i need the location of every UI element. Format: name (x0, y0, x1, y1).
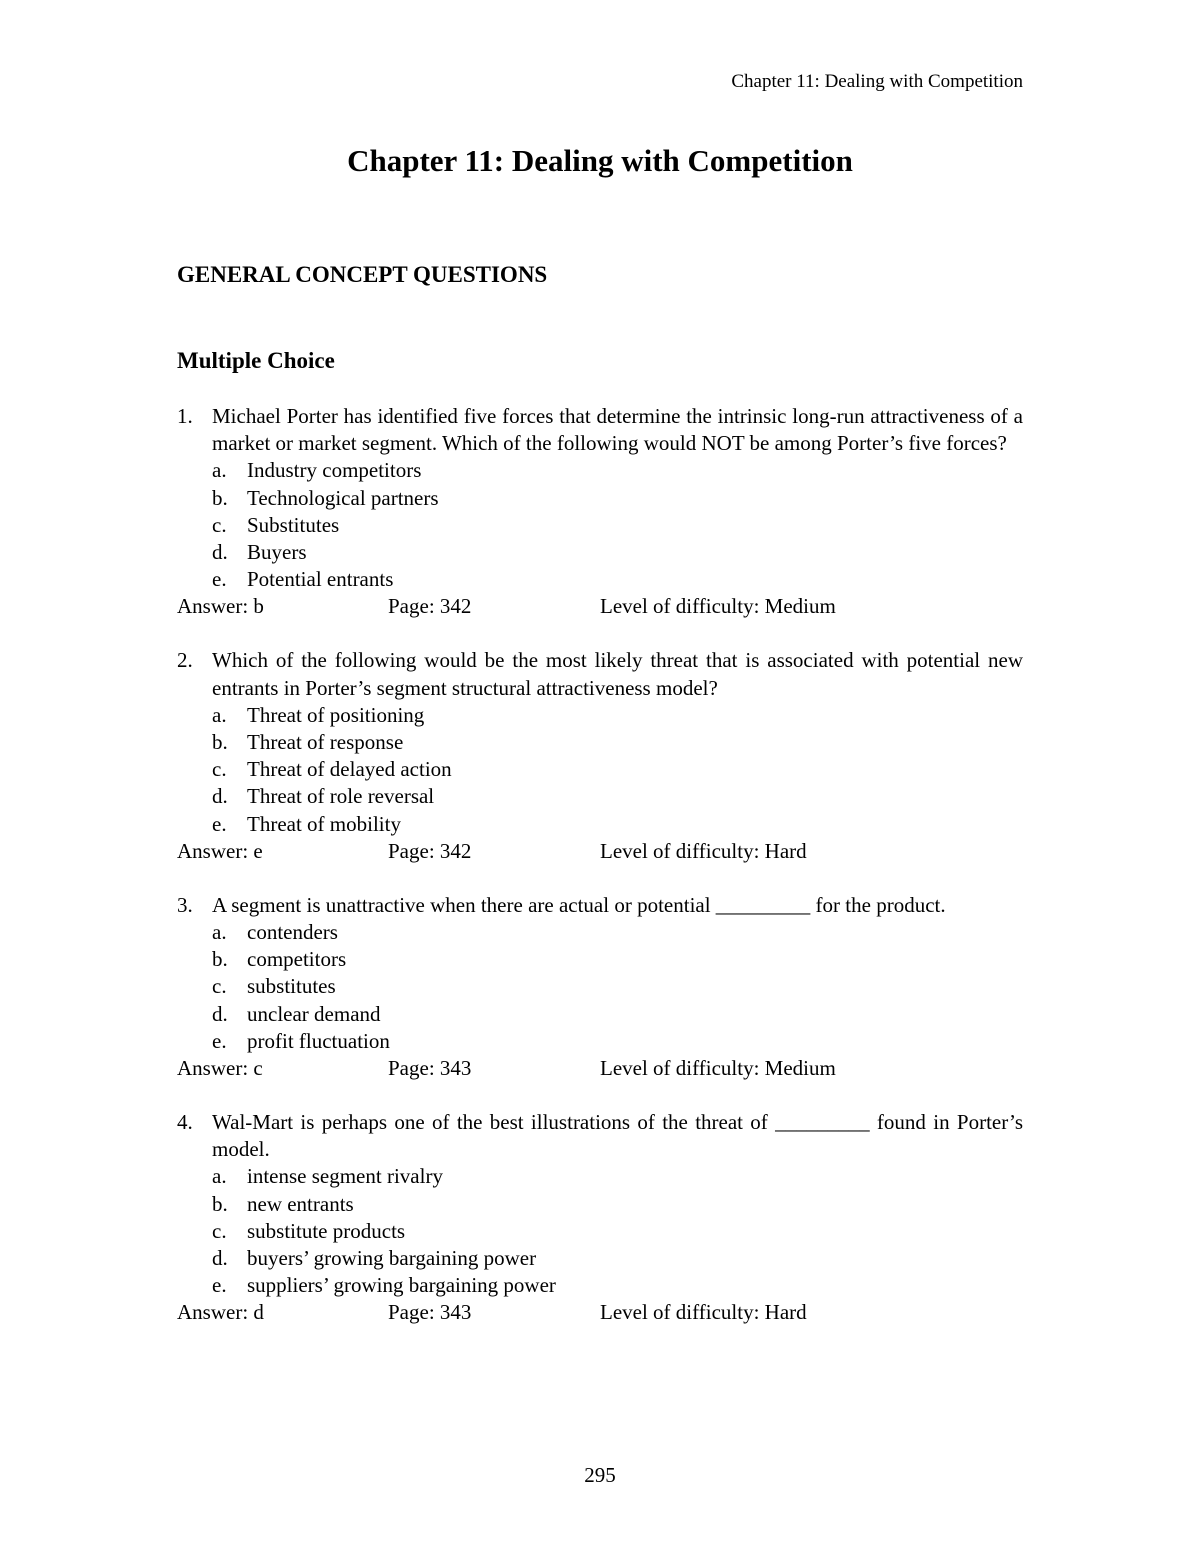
option-letter: c. (212, 1218, 227, 1243)
option-text: new entrants (247, 1191, 354, 1216)
difficulty-level: Level of difficulty: Hard (600, 838, 807, 863)
question-1 (177, 403, 1023, 621)
option-b (177, 946, 1023, 973)
option-c (177, 973, 1023, 1000)
option-d (177, 1245, 1023, 1272)
option-text: Substitutes (247, 512, 340, 537)
option-text: unclear demand (247, 1001, 381, 1026)
option-letter: d. (212, 540, 228, 565)
subsection-heading: Multiple Choice (177, 348, 335, 373)
option-b (177, 485, 1023, 512)
question-number: 1. (177, 404, 193, 428)
chapter-title: Chapter 11: Dealing with Competition (347, 143, 853, 178)
page-reference: Page: 343 (388, 1300, 472, 1325)
option-text: Potential entrants (247, 567, 394, 592)
option-letter: e. (212, 1273, 227, 1298)
question-text: A segment is unattractive when there are actual or potential _________ for the product. (212, 892, 946, 917)
option-list (177, 919, 1023, 1055)
option-letter: e. (212, 811, 227, 836)
difficulty-level: Level of difficulty: Hard (600, 1300, 807, 1325)
option-letter: a. (212, 702, 227, 727)
option-letter: d. (212, 1001, 228, 1026)
option-a (177, 919, 1023, 946)
option-a (177, 1163, 1023, 1190)
answer-row (177, 593, 1023, 620)
option-d (177, 539, 1023, 566)
answer-row (177, 1299, 1023, 1326)
option-letter: a. (212, 1164, 227, 1189)
page-reference: Page: 343 (388, 1056, 472, 1081)
option-text: Buyers (247, 540, 307, 565)
option-text: intense segment rivalry (247, 1164, 443, 1189)
option-c (177, 1218, 1023, 1245)
answer-row (177, 838, 1023, 865)
question-number: 3. (177, 892, 193, 917)
option-text: Threat of mobility (247, 811, 401, 836)
option-text: Technological partners (247, 485, 439, 510)
option-d (177, 783, 1023, 810)
option-e (177, 566, 1023, 593)
option-letter: c. (212, 974, 227, 999)
difficulty-level: Level of difficulty: Medium (600, 1056, 836, 1081)
option-letter: b. (212, 1191, 228, 1216)
option-text: substitute products (247, 1218, 406, 1243)
option-text: Threat of response (247, 730, 404, 755)
option-letter: c. (212, 512, 227, 537)
page-number: 295 (584, 1463, 616, 1487)
option-c (177, 512, 1023, 539)
option-list (177, 702, 1023, 838)
option-a (177, 702, 1023, 729)
question-list (177, 403, 1023, 1353)
option-b (177, 729, 1023, 756)
option-b (177, 1191, 1023, 1218)
option-letter: e. (212, 1028, 227, 1053)
question-text: Michael Porter has identified five forces that determine the intrinsic long-run attractiveness of a market or market segment. Which of the following would NOT be among Porter’s five forces? (212, 404, 1023, 456)
option-letter: c. (212, 757, 227, 782)
option-c (177, 756, 1023, 783)
answer-row (177, 1055, 1023, 1082)
option-letter: b. (212, 947, 228, 972)
option-letter: a. (212, 458, 227, 483)
option-letter: b. (212, 485, 228, 510)
option-text: Threat of delayed action (247, 757, 452, 782)
option-letter: d. (212, 1246, 228, 1271)
section-heading: GENERAL CONCEPT QUESTIONS (177, 262, 548, 287)
option-list (177, 1163, 1023, 1299)
option-text: buyers’ growing bargaining power (247, 1246, 537, 1271)
option-e (177, 1272, 1023, 1299)
option-text: Threat of role reversal (247, 784, 435, 809)
option-e (177, 1028, 1023, 1055)
difficulty-level: Level of difficulty: Medium (600, 594, 836, 619)
option-e (177, 811, 1023, 838)
option-text: Threat of positioning (247, 702, 425, 727)
option-d (177, 1001, 1023, 1028)
option-a (177, 457, 1023, 484)
answer-key: Answer: b (177, 594, 264, 619)
running-header: Chapter 11: Dealing with Competition (731, 71, 1023, 92)
answer-key: Answer: e (177, 838, 263, 863)
page-reference: Page: 342 (388, 838, 472, 863)
option-letter: e. (212, 567, 227, 592)
question-number: 4. (177, 1110, 193, 1135)
question-stem (177, 403, 1023, 457)
question-number: 2. (177, 648, 193, 673)
option-text: substitutes (247, 974, 336, 999)
question-text: Wal-Mart is perhaps one of the best illustrations of the threat of _________ found in Porter’s model. (212, 1110, 1023, 1162)
option-letter: d. (212, 784, 228, 809)
answer-key: Answer: d (177, 1300, 264, 1325)
option-letter: a. (212, 920, 227, 945)
question-stem (177, 647, 1023, 701)
option-letter: b. (212, 730, 228, 755)
question-4 (177, 1109, 1023, 1327)
option-list (177, 457, 1023, 593)
option-text: Industry competitors (247, 458, 422, 483)
option-text: suppliers’ growing bargaining power (247, 1273, 556, 1298)
question-2 (177, 647, 1023, 865)
page-reference: Page: 342 (388, 594, 472, 619)
option-text: profit fluctuation (247, 1028, 390, 1053)
answer-key: Answer: c (177, 1056, 263, 1081)
question-stem (177, 892, 1023, 919)
option-text: contenders (247, 920, 338, 945)
option-text: competitors (247, 947, 347, 972)
question-stem (177, 1109, 1023, 1163)
question-3 (177, 892, 1023, 1082)
question-text: Which of the following would be the most likely threat that is associated with potential new entrants in Porter’s segment structural attractiveness model? (212, 648, 1023, 700)
